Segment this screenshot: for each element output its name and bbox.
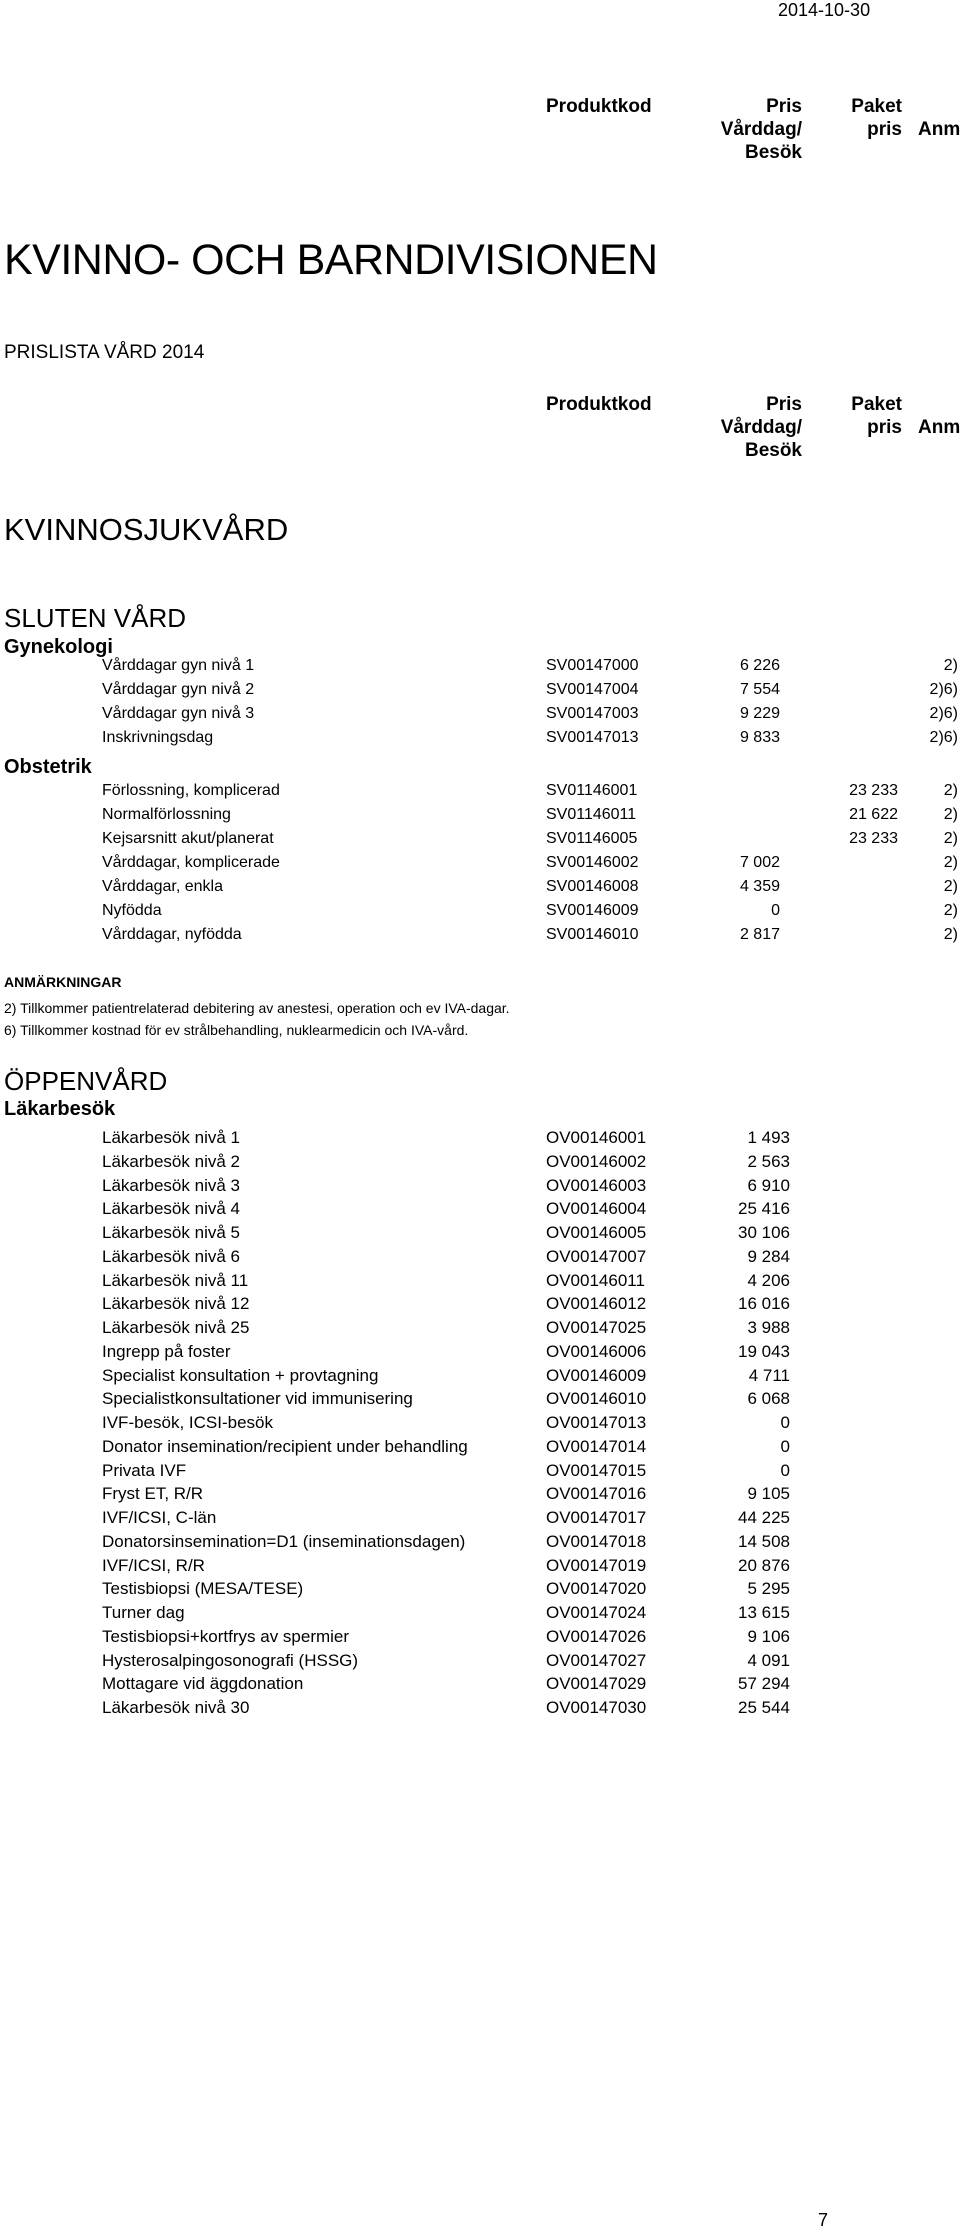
header-pris-1: Pris bbox=[766, 394, 802, 415]
table-row bbox=[0, 1437, 960, 1459]
table-row bbox=[0, 1413, 960, 1435]
cell-name: Donator insemination/recipient under behandling bbox=[102, 1436, 468, 1456]
cell-name: Mottagare vid äggdonation bbox=[102, 1674, 304, 1694]
cell-anm: 2)6) bbox=[929, 681, 958, 698]
cell-name: Vårddagar gyn nivå 3 bbox=[102, 705, 255, 722]
header-code: Produktkod bbox=[546, 394, 652, 415]
cell-pris: 30 106 bbox=[738, 1223, 790, 1242]
table-row bbox=[0, 1389, 960, 1411]
table-row bbox=[0, 1271, 960, 1293]
cell-name: Testisbiopsi+kortfrys av spermier bbox=[102, 1626, 350, 1646]
cell-pris: 5 295 bbox=[747, 1579, 790, 1599]
cell-code: OV00147013 bbox=[546, 1413, 647, 1432]
cell-name: Läkarbesök nivå 3 bbox=[102, 1175, 240, 1195]
cell-code: OV00146010 bbox=[546, 1389, 647, 1409]
table-row bbox=[0, 902, 960, 924]
table-row bbox=[0, 806, 960, 828]
cell-pris: 9 106 bbox=[747, 1626, 790, 1646]
cell-code: SV00146009 bbox=[546, 902, 639, 919]
cell-name: IVF-besök, ICSI-besök bbox=[102, 1413, 274, 1432]
cell-pris: 0 bbox=[771, 902, 780, 919]
cell-pris: 7 002 bbox=[739, 854, 780, 871]
cell-name: Läkarbesök nivå 12 bbox=[102, 1294, 250, 1314]
table-row bbox=[0, 1128, 960, 1150]
cell-pris: 0 bbox=[780, 1413, 790, 1432]
cell-code: OV00147025 bbox=[546, 1318, 647, 1337]
cell-code: OV00147017 bbox=[546, 1508, 647, 1527]
cell-code: OV00147024 bbox=[546, 1603, 647, 1622]
cell-anm: 2) bbox=[943, 902, 958, 919]
cell-code: OV00147019 bbox=[546, 1555, 647, 1575]
section-title: KVINNOSJUKVÅRD bbox=[4, 512, 289, 547]
cell-pris: 2 563 bbox=[747, 1151, 790, 1171]
cell-code: SV00147000 bbox=[546, 657, 639, 674]
cell-pris: 0 bbox=[780, 1460, 790, 1480]
cell-code: OV00146011 bbox=[546, 1270, 645, 1290]
table-row bbox=[0, 926, 960, 948]
table-row bbox=[0, 1532, 960, 1554]
table-row bbox=[0, 1461, 960, 1483]
cell-name: Turner dag bbox=[102, 1603, 185, 1622]
cell-code: SV01146001 bbox=[546, 782, 638, 799]
cell-pris: 57 294 bbox=[738, 1674, 790, 1694]
header-paket-1: Paket bbox=[851, 96, 902, 117]
cell-code: SV00146008 bbox=[546, 878, 639, 895]
cell-anm: 2) bbox=[943, 830, 958, 847]
table-row bbox=[0, 657, 960, 679]
cell-anm: 2) bbox=[943, 782, 958, 799]
cell-anm: 2)6) bbox=[929, 729, 958, 746]
cell-pris: 25 544 bbox=[738, 1698, 790, 1717]
cell-pris: 4 206 bbox=[747, 1270, 790, 1290]
cell-anm: 2) bbox=[943, 926, 958, 943]
cell-name: IVF/ICSI, R/R bbox=[102, 1555, 205, 1575]
table-row bbox=[0, 1674, 960, 1696]
cell-code: OV00146004 bbox=[546, 1199, 647, 1219]
cell-name: Läkarbesök nivå 6 bbox=[102, 1246, 240, 1266]
table-row bbox=[0, 1247, 960, 1269]
cell-name: Läkarbesök nivå 25 bbox=[102, 1318, 250, 1337]
cell-name: Specialist konsultation + provtagning bbox=[102, 1365, 379, 1385]
table-row bbox=[0, 1342, 960, 1364]
cell-name: Läkarbesök nivå 11 bbox=[102, 1270, 249, 1290]
cell-pris: 1 493 bbox=[747, 1128, 790, 1147]
cell-name: Vårddagar gyn nivå 1 bbox=[102, 657, 255, 674]
cell-code: OV00147018 bbox=[546, 1531, 647, 1551]
cell-code: OV00146006 bbox=[546, 1341, 647, 1361]
table-row bbox=[0, 1223, 960, 1245]
cell-code: OV00146005 bbox=[546, 1223, 647, 1242]
cell-code: OV00147016 bbox=[546, 1484, 647, 1504]
cell-name: Nyfödda bbox=[102, 902, 162, 919]
cell-name: Normalförlossning bbox=[102, 806, 231, 823]
cell-pris: 20 876 bbox=[738, 1555, 790, 1575]
cell-anm: 2) bbox=[943, 878, 958, 895]
cell-pris: 9 105 bbox=[747, 1484, 790, 1504]
cell-anm: 2) bbox=[943, 854, 958, 871]
header-paket-2: pris bbox=[867, 119, 902, 140]
cell-code: OV00147030 bbox=[546, 1698, 647, 1717]
cell-pris: 16 016 bbox=[738, 1294, 790, 1314]
cell-name: Donatorsinsemination=D1 (inseminationsdagen) bbox=[102, 1531, 466, 1551]
table-row bbox=[0, 705, 960, 727]
cell-code: OV00147007 bbox=[546, 1246, 647, 1266]
cell-name: Specialistkonsultationer vid immunisering bbox=[102, 1389, 413, 1409]
header-pris-2: Vårddag/ bbox=[720, 119, 802, 140]
table-row bbox=[0, 1556, 960, 1578]
division-title: KVINNO- OCH BARNDIVISIONEN bbox=[4, 236, 658, 284]
cell-name: Vårddagar, enkla bbox=[102, 878, 223, 895]
cell-pris: 13 615 bbox=[738, 1603, 790, 1622]
header-anm: Anm bbox=[918, 417, 960, 438]
gynekologi-title: Gynekologi bbox=[4, 636, 113, 658]
header-pris-1: Pris bbox=[766, 96, 802, 117]
cell-name: Hysterosalpingosonografi (HSSG) bbox=[102, 1650, 359, 1670]
cell-name: Privata IVF bbox=[102, 1460, 187, 1480]
header-code: Produktkod bbox=[546, 96, 652, 117]
table-row bbox=[0, 681, 960, 703]
cell-code: OV00147015 bbox=[546, 1460, 647, 1480]
cell-pris: 25 416 bbox=[738, 1199, 790, 1219]
cell-pris: 6 910 bbox=[747, 1175, 790, 1195]
cell-pris: 9 229 bbox=[739, 705, 780, 722]
cell-code: SV00146010 bbox=[546, 926, 639, 943]
table-row bbox=[0, 1294, 960, 1316]
cell-code: SV01146011 bbox=[546, 806, 637, 823]
cell-anm: 2) bbox=[943, 657, 958, 674]
cell-pris: 6 068 bbox=[747, 1389, 790, 1409]
cell-name: Förlossning, komplicerad bbox=[102, 782, 280, 799]
cell-pris: 14 508 bbox=[738, 1531, 790, 1551]
cell-name: Testisbiopsi (MESA/TESE) bbox=[102, 1579, 304, 1599]
note-6: 6) Tillkommer kostnad för ev strålbehandling, nuklearmedicin och IVA-vård. bbox=[4, 1022, 469, 1038]
cell-paket: 21 622 bbox=[849, 806, 898, 823]
cell-pris: 44 225 bbox=[738, 1508, 790, 1527]
table-row bbox=[0, 830, 960, 852]
header-pris-2: Vårddag/ bbox=[720, 417, 802, 438]
table-row bbox=[0, 1484, 960, 1506]
table-row bbox=[0, 854, 960, 876]
table-row bbox=[0, 1176, 960, 1198]
cell-pris: 4 711 bbox=[748, 1365, 790, 1385]
pricelist-title: PRISLISTA VÅRD 2014 bbox=[4, 342, 205, 363]
cell-code: OV00146009 bbox=[546, 1365, 647, 1385]
cell-pris: 4 091 bbox=[747, 1650, 790, 1670]
cell-name: IVF/ICSI, C-län bbox=[102, 1508, 217, 1527]
cell-paket: 23 233 bbox=[849, 782, 898, 799]
header-pris-3: Besök bbox=[744, 440, 802, 461]
table-row bbox=[0, 1603, 960, 1625]
cell-pris: 9 833 bbox=[739, 729, 780, 746]
cell-code: OV00147026 bbox=[546, 1626, 647, 1646]
cell-name: Kejsarsnitt akut/planerat bbox=[102, 830, 274, 847]
cell-code: SV00147004 bbox=[546, 681, 639, 698]
table-row bbox=[0, 1366, 960, 1388]
cell-name: Fryst ET, R/R bbox=[102, 1484, 204, 1504]
cell-name: Läkarbesök nivå 1 bbox=[102, 1128, 240, 1147]
cell-pris: 0 bbox=[780, 1436, 790, 1456]
cell-name: Vårddagar gyn nivå 2 bbox=[102, 681, 255, 698]
cell-name: Vårddagar, komplicerade bbox=[102, 854, 280, 871]
sluten-vard-title: SLUTEN VÅRD bbox=[4, 603, 187, 633]
document-date: 2014-10-30 bbox=[778, 0, 871, 20]
table-row bbox=[0, 1508, 960, 1530]
table-row bbox=[0, 1199, 960, 1221]
table-row bbox=[0, 1579, 960, 1601]
cell-code: OV00146012 bbox=[546, 1294, 647, 1314]
cell-pris: 6 226 bbox=[739, 657, 780, 674]
cell-pris: 7 554 bbox=[739, 681, 780, 698]
cell-code: SV01146005 bbox=[546, 830, 638, 847]
lakarbesok-title: Läkarbesök bbox=[4, 1098, 116, 1120]
cell-code: OV00146001 bbox=[546, 1128, 647, 1147]
cell-pris: 9 284 bbox=[747, 1246, 790, 1266]
table-row bbox=[0, 1698, 960, 1720]
cell-name: Läkarbesök nivå 2 bbox=[102, 1151, 240, 1171]
page-number: 7 bbox=[818, 2210, 829, 2230]
table-row bbox=[0, 1627, 960, 1649]
header-paket-1: Paket bbox=[851, 394, 902, 415]
cell-pris: 4 359 bbox=[739, 878, 780, 895]
cell-name: Läkarbesök nivå 30 bbox=[102, 1698, 250, 1717]
obstetrik-title: Obstetrik bbox=[4, 756, 92, 778]
header-pris-3: Besök bbox=[744, 142, 802, 163]
cell-name: Läkarbesök nivå 5 bbox=[102, 1223, 240, 1242]
oppenvard-title: ÖPPENVÅRD bbox=[4, 1066, 168, 1096]
notes-title: ANMÄRKNINGAR bbox=[4, 974, 122, 990]
cell-name: Läkarbesök nivå 4 bbox=[102, 1199, 240, 1219]
note-2: 2) Tillkommer patientrelaterad debitering av anestesi, operation och ev IVA-dagar. bbox=[4, 1000, 510, 1016]
cell-code: SV00147003 bbox=[546, 705, 639, 722]
cell-code: OV00146002 bbox=[546, 1151, 647, 1171]
table-row bbox=[0, 878, 960, 900]
cell-pris: 2 817 bbox=[739, 926, 780, 943]
cell-pris: 19 043 bbox=[738, 1341, 790, 1361]
cell-code: OV00147027 bbox=[546, 1650, 647, 1670]
cell-name: Ingrepp på foster bbox=[102, 1341, 231, 1361]
cell-pris: 3 988 bbox=[747, 1318, 790, 1337]
table-row bbox=[0, 1651, 960, 1673]
header-paket-2: pris bbox=[867, 417, 902, 438]
cell-name: Vårddagar, nyfödda bbox=[102, 926, 242, 943]
cell-anm: 2)6) bbox=[929, 705, 958, 722]
table-row bbox=[0, 1152, 960, 1174]
table-row bbox=[0, 782, 960, 804]
table-row bbox=[0, 729, 960, 751]
cell-anm: 2) bbox=[943, 806, 958, 823]
cell-paket: 23 233 bbox=[849, 830, 898, 847]
cell-code: OV00147029 bbox=[546, 1674, 647, 1694]
cell-code: OV00146003 bbox=[546, 1175, 647, 1195]
table-row bbox=[0, 1318, 960, 1340]
header-anm: Anm bbox=[918, 119, 960, 140]
cell-code: SV00147013 bbox=[546, 729, 639, 746]
cell-name: Inskrivningsdag bbox=[102, 729, 214, 746]
cell-code: OV00147014 bbox=[546, 1436, 647, 1456]
cell-code: SV00146002 bbox=[546, 854, 639, 871]
cell-code: OV00147020 bbox=[546, 1579, 647, 1599]
